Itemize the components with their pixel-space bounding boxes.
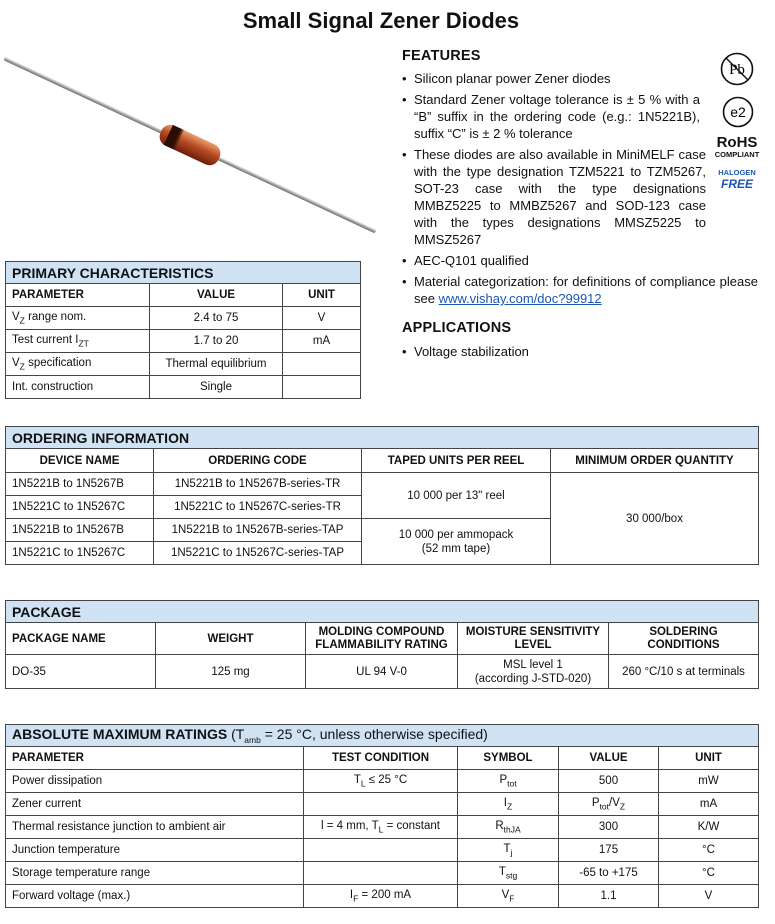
absolute-maximum-ratings-table <box>5 724 759 908</box>
col-header: SOLDERING CONDITIONS <box>609 623 759 655</box>
table-row: $V_Z$ specification Thermal equilibrium <box>6 353 361 376</box>
col-header: DEVICE NAME <box>6 449 154 473</box>
table-row: Thermal resistance junction to ambient air l = 4 mm, $T_L$ = constant $R_{thJA}$ 300 K/W <box>6 816 759 839</box>
col-header: PARAMETER <box>6 284 150 307</box>
table-caption: ABSOLUTE MAXIMUM RATINGS ($T_{amb} = 25$ °C, unless otherwise specified) <box>6 725 759 747</box>
col-header: TAPED UNITS PER REEL <box>362 449 551 473</box>
col-header: TEST CONDITION <box>304 747 458 770</box>
col-header: VALUE <box>150 284 283 307</box>
rohs-badge: RoHS COMPLIANT <box>714 134 760 159</box>
application-item: • Voltage stabilization <box>402 343 758 360</box>
feature-item-material: • Material categorization: for definitions of compliance please see www.vishay.com/doc?99912 <box>402 273 758 307</box>
features-heading: FEATURES <box>402 48 481 64</box>
col-header: SYMBOL <box>458 747 559 770</box>
feature-item: • AEC-Q101 qualified <box>402 252 758 269</box>
col-header: MOISTURE SENSITIVITY LEVEL <box>458 623 609 655</box>
table-row: Int. construction Single <box>6 376 361 399</box>
col-header: MOLDING COMPOUND FLAMMABILITY RATING <box>306 623 458 655</box>
table-row: Storage temperature range $T_{stg}$ -65 to +175 °C <box>6 862 759 885</box>
table-row: 1N5221B to 1N5267B 1N5221B to 1N5267B-series-TAP 10 000 per ammopack (52 mm tape) <box>6 519 759 542</box>
col-header: PARAMETER <box>6 747 304 770</box>
table-row: Forward voltage (max.) $I_F = 200$ mA $V_F$ 1.1 V <box>6 885 759 908</box>
table-row: $V_Z$ range nom. 2.4 to 75 V <box>6 307 361 330</box>
svg-text:Pb: Pb <box>729 62 745 78</box>
col-header: UNIT <box>659 747 759 770</box>
col-header: PACKAGE NAME <box>6 623 156 655</box>
compliance-link[interactable]: www.vishay.com/doc?99912 <box>438 291 602 306</box>
col-header: UNIT <box>283 284 361 307</box>
applications-heading: APPLICATIONS <box>402 320 512 336</box>
col-header: ORDERING CODE <box>154 449 362 473</box>
table-caption: ORDERING INFORMATION <box>6 427 759 449</box>
table-row: DO-35 125 mg UL 94 V-0 MSL level 1 (according J-STD-020) 260 °C/10 s at terminals <box>6 655 759 689</box>
col-header: WEIGHT <box>156 623 306 655</box>
table-row: 1N5221B to 1N5267B 1N5221B to 1N5267B-series-TR 10 000 per 13" reel 30 000/box <box>6 473 759 496</box>
diode-image <box>0 50 380 250</box>
primary-characteristics-table <box>5 261 361 399</box>
e2-icon <box>722 96 754 128</box>
feature-item: • Silicon planar power Zener diodes <box>402 70 706 87</box>
col-header: VALUE <box>559 747 659 770</box>
table-row: 1N5221C to 1N5267C 1N5221C to 1N5267C-series-TAP <box>6 542 759 565</box>
table-caption: PACKAGE <box>6 601 759 623</box>
table-row: Junction temperature $T_j$ 175 °C <box>6 839 759 862</box>
features-list <box>402 70 758 311</box>
feature-item: • Standard Zener voltage tolerance is ± 5 % with a “B” suffix in the ordering code (e.g.: 1N5221B), suffix “C” is ± 2 % tolerance <box>402 91 700 142</box>
page-title: Small Signal Zener Diodes <box>242 8 520 33</box>
feature-item: • These diodes are also available in MiniMELF case with the type designation TZM5221 to TZM5267, SOT-23 case with the type designations MMBZ5225 to MMBZ5267 and SOD-123 case with the types designations MMSZ5225 to MMSZ5267 <box>402 146 706 248</box>
table-row: Zener current $I_Z$ $P_{tot}/V_Z$ mA <box>6 793 759 816</box>
table-caption: PRIMARY CHARACTERISTICS <box>6 262 361 284</box>
table-row: 1N5221C to 1N5267C 1N5221C to 1N5267C-series-TR <box>6 496 759 519</box>
lead-free-icon <box>720 52 754 86</box>
applications-list <box>402 343 758 364</box>
table-row: Test current $I_{ZT}$ 1.7 to 20 mA <box>6 330 361 353</box>
package-table <box>5 600 759 689</box>
svg-text:e2: e2 <box>730 104 746 120</box>
col-header: MINIMUM ORDER QUANTITY <box>551 449 759 473</box>
table-row: Power dissipation $T_L \le 25$ °C $P_{tot}$ 500 mW <box>6 770 759 793</box>
ordering-information-table <box>5 426 759 565</box>
halogen-free-badge: HALOGEN FREE <box>718 168 756 191</box>
